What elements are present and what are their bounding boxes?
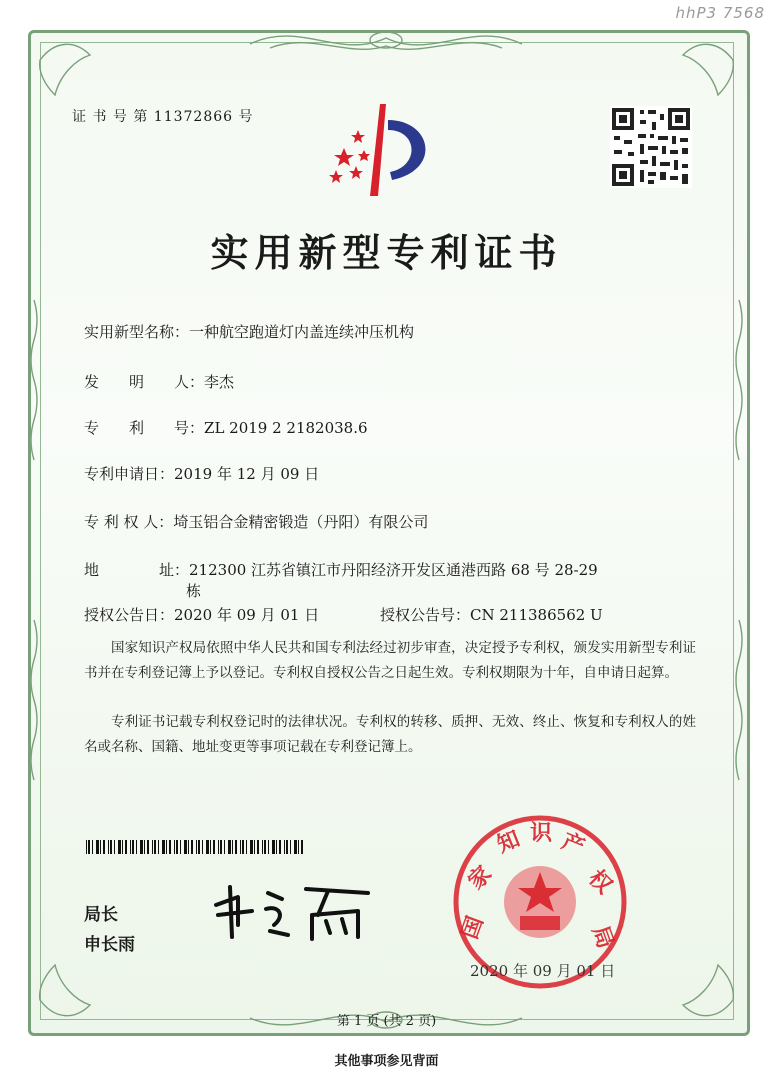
field-value: 212300 江苏省镇江市丹阳经济开发区通港西路 68 号 28-29 [189,561,598,579]
page-indicator: 第 1 页 (共 2 页) [336,1014,437,1029]
signatory-title: 局长 [84,905,118,925]
document-title: 实用新型专利证书 [210,230,563,275]
seal-char: 国 [456,912,489,943]
patentee-field [84,512,428,532]
patent-office-logo-icon [322,100,442,200]
field-value: 2020 年 09 月 01 日 [174,606,320,624]
patent-number-field [84,418,368,438]
field-value: 一种航空跑道灯内盖连续冲压机构 [189,323,415,341]
field-label: 发 明 人： [84,373,205,391]
address-field [84,560,598,580]
field-label: 授权公告号： [380,606,471,624]
seal-char: 知 [493,825,524,859]
announcement-number-field [380,605,603,625]
signature-icon [208,875,388,945]
seal-char: 家 [463,860,497,895]
certificate-number: 证 书 号 第 11372866 号 [72,109,254,125]
inventor-field [84,372,234,392]
field-label: 专利申请日： [84,465,175,483]
field-value: 2019 年 12 月 09 日 [174,465,320,483]
seal-char: 权 [583,865,618,899]
signatory-name: 申长雨 [84,935,135,955]
field-value: ZL 2019 2 2182038.6 [204,419,368,437]
field-label: 地 址： [84,561,190,579]
field-label: 授权公告日： [84,606,175,624]
seal-char: 局 [586,922,619,952]
handwritten-note: hhP3 7568 [675,4,765,22]
field-value: 李杰 [204,373,235,391]
address-field-continuation: 栋 [186,582,202,600]
grant-statement-paragraph: 国家知识产权局依照中华人民共和国专利法经过初步审查，决定授予专利权，颁发实用新型专利证书并在专利登记簿上予以登记。专利权自授权公告之日起生效。专利权期限为十年，自申请日起算。 [84,640,696,681]
back-note: 其他事项参见背面 [334,1054,439,1069]
field-label: 专 利 权 人： [84,513,174,531]
seal-char: 识 [530,820,553,846]
barcode-icon [86,840,306,854]
legal-status-paragraph: 专利证书记载专利权登记时的法律状况。专利权的转移、质押、无效、终止、恢复和专利权人的姓名或名称、国籍、地址变更等事项记载在专利登记簿上。 [84,714,696,755]
utility-model-name-field [84,322,414,342]
field-value: CN 211386562 U [470,606,603,624]
application-date-field [84,464,319,484]
field-label: 实用新型名称： [84,323,190,341]
field-value: 埼玉铝合金精密锻造（丹阳）有限公司 [173,513,429,531]
seal-char: 产 [558,828,589,861]
field-label: 专 利 号： [84,419,205,437]
grant-date-field [84,605,319,625]
seal-date: 2020 年 09 月 01 日 [470,962,616,980]
qr-code-icon [610,106,692,188]
